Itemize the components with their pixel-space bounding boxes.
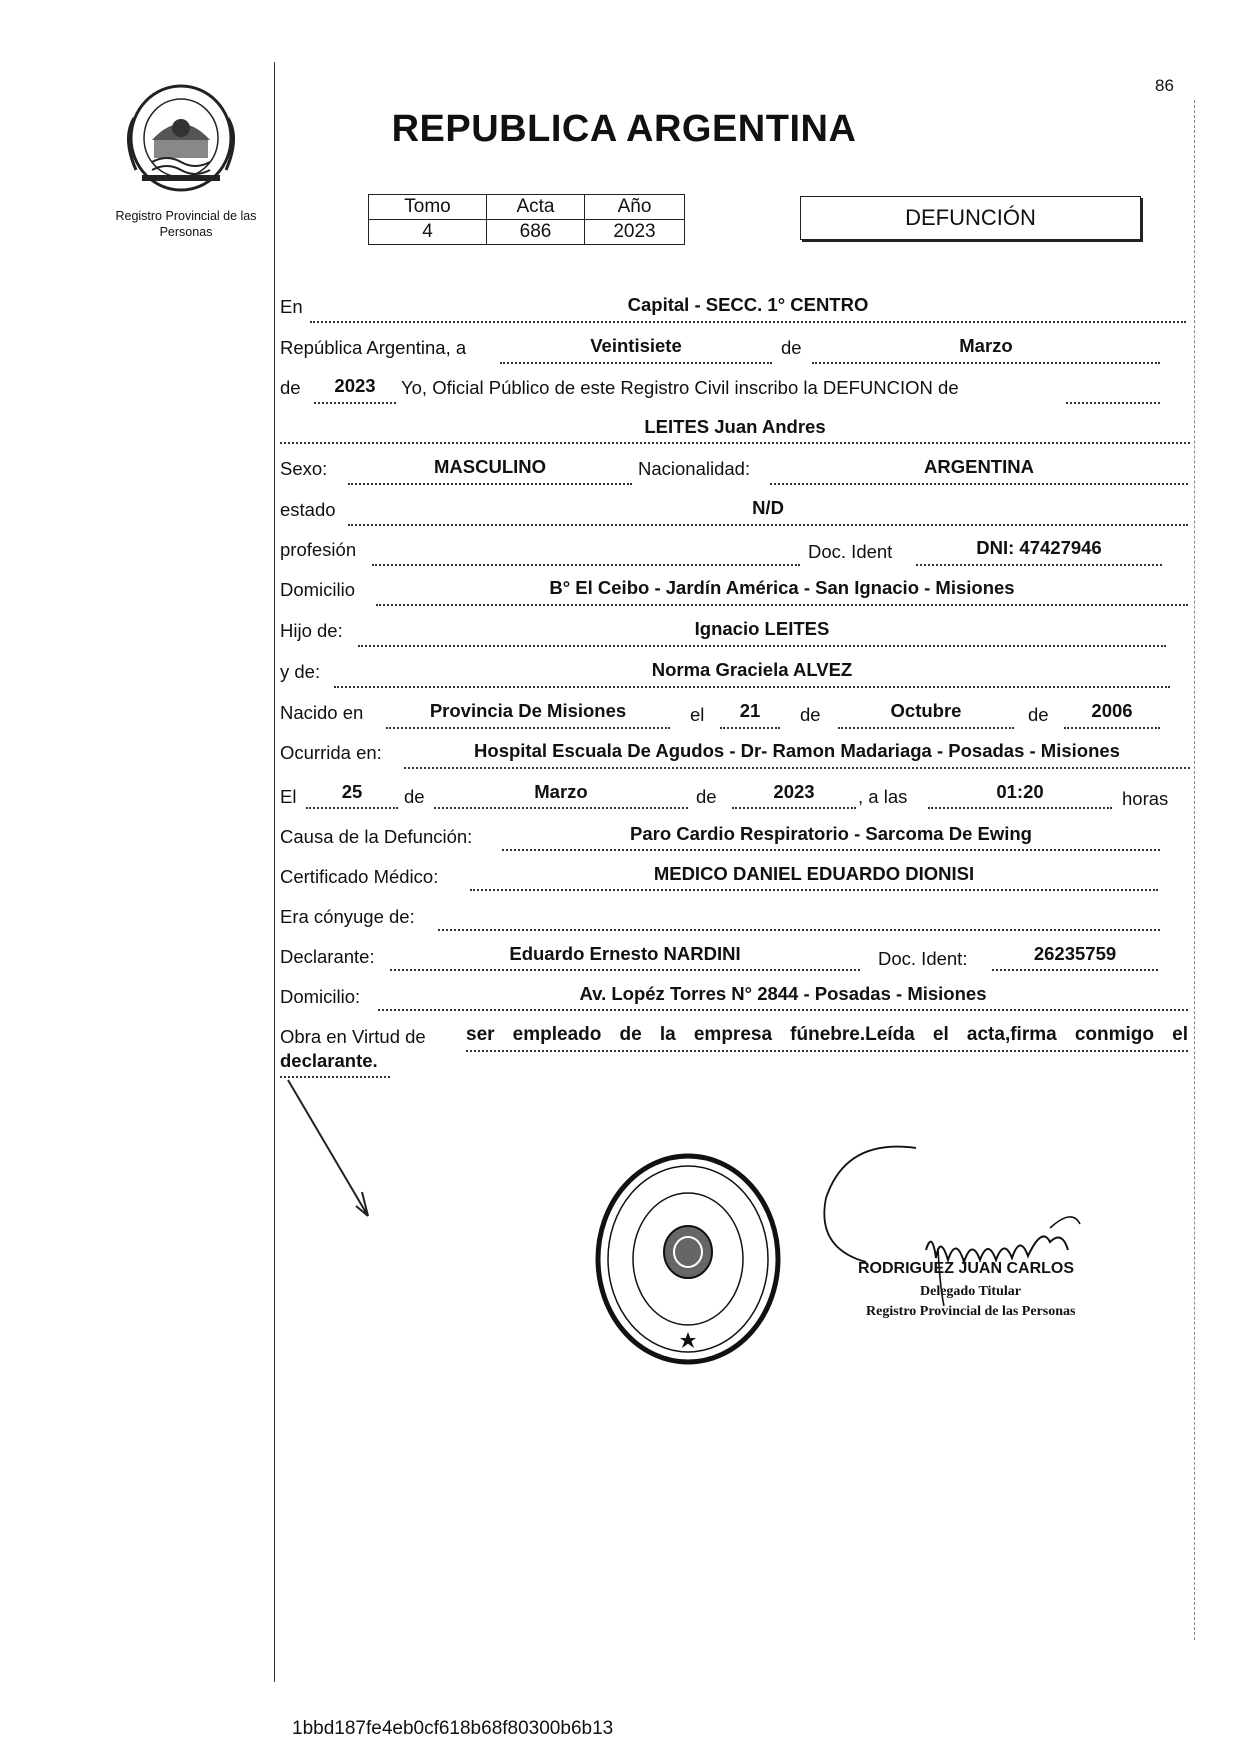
doc-ident-label: Doc. Ident bbox=[808, 541, 893, 562]
certificado-label: Certificado Médico: bbox=[280, 866, 439, 887]
right-margin-line bbox=[1194, 100, 1195, 1640]
en-label: En bbox=[280, 296, 303, 317]
birth-year: 2006 bbox=[1091, 700, 1133, 721]
decl-doc-dotline bbox=[992, 969, 1158, 971]
birth-day: 21 bbox=[739, 700, 761, 721]
sexo-value: MASCULINO bbox=[433, 456, 547, 477]
decl-domicilio-label: Domicilio: bbox=[280, 986, 361, 1007]
causa-dotline bbox=[502, 849, 1160, 851]
year-value: 2023 bbox=[334, 375, 376, 396]
death-el-label: El bbox=[280, 786, 297, 807]
oficial-dotline bbox=[1066, 402, 1160, 404]
yde-label: y de: bbox=[280, 661, 321, 682]
ocurrida-label: Ocurrida en: bbox=[280, 742, 382, 763]
domicilio-dotline bbox=[376, 604, 1188, 606]
month-value: Marzo bbox=[959, 335, 1013, 356]
ocurrida-value: Hospital Escuala De Agudos - Dr- Ramon Madariaga - Posadas - Misiones bbox=[474, 740, 1120, 761]
signatory-name: RODRIGUEZ JUAN CARLOS bbox=[858, 1260, 1075, 1277]
domicilio-label: Domicilio bbox=[280, 579, 356, 600]
republica-label: República Argentina, a bbox=[280, 337, 467, 358]
record-type-box: DEFUNCIÓN bbox=[800, 196, 1141, 240]
diagonal-pen-stroke bbox=[286, 1076, 382, 1226]
en-dotline bbox=[310, 321, 1186, 323]
day-dotline bbox=[500, 362, 772, 364]
nacionalidad-label: Nacionalidad: bbox=[638, 458, 751, 479]
record-table bbox=[368, 194, 685, 245]
de-label: de bbox=[781, 337, 802, 358]
conyuge-dotline bbox=[438, 929, 1160, 931]
yde-dotline bbox=[334, 686, 1170, 688]
certificado-value: MEDICO DANIEL EDUARDO DIONISI bbox=[653, 863, 975, 884]
nacido-dotline bbox=[386, 727, 670, 729]
acta-header: Acta bbox=[487, 195, 585, 220]
death-time-dotline bbox=[928, 807, 1112, 809]
declarante-dotline bbox=[390, 969, 860, 971]
nacionalidad-value: ARGENTINA bbox=[924, 456, 1034, 477]
causa-label: Causa de la Defunción: bbox=[280, 826, 473, 847]
causa-value: Paro Cardio Respiratorio - Sarcoma De Ewing bbox=[630, 823, 1032, 844]
death-month: Marzo bbox=[534, 781, 588, 802]
birth-day-dotline bbox=[720, 727, 780, 729]
de3-label: de bbox=[1028, 704, 1049, 725]
nacido-value: Provincia De Misiones bbox=[429, 700, 627, 721]
el-label: el bbox=[690, 704, 705, 725]
month-dotline bbox=[812, 362, 1160, 364]
official-seal bbox=[594, 1152, 782, 1366]
en-value: Capital - SECC. 1° CENTRO bbox=[627, 294, 869, 315]
left-margin-line bbox=[274, 62, 275, 1682]
obra-value-line1: ser empleado de la empresa fúnebre.Leída el acta,firma conmigo el bbox=[466, 1024, 1188, 1045]
anio-header: Año bbox=[585, 195, 685, 220]
document-hash: 1bbd187fe4eb0cf618b68f80300b6b13 bbox=[292, 1718, 614, 1739]
hijo-label: Hijo de: bbox=[280, 620, 343, 641]
tomo-header: Tomo bbox=[369, 195, 487, 220]
registry-name: Registro Provincial de las Personas bbox=[115, 209, 257, 239]
horas-label: horas bbox=[1122, 788, 1169, 809]
domicilio-value: B° El Ceibo - Jardín América - San Ignacio - Misiones bbox=[549, 577, 1015, 598]
hijo-value: Ignacio LEITES bbox=[694, 618, 830, 639]
sexo-label: Sexo: bbox=[280, 458, 328, 479]
estado-value: N/D bbox=[752, 497, 784, 518]
birth-month: Octubre bbox=[890, 700, 962, 721]
de2-label: de bbox=[800, 704, 821, 725]
decl-doc-value: 26235759 bbox=[1033, 943, 1117, 964]
obra-value-line2: declarante. bbox=[280, 1050, 378, 1071]
anio-value: 2023 bbox=[585, 220, 685, 245]
deceased-name: LEITES Juan Andres bbox=[644, 416, 826, 437]
oficial-text: Yo, Oficial Público de este Registro Civil inscribo la DEFUNCION de bbox=[401, 377, 959, 398]
death-time: 01:20 bbox=[996, 781, 1044, 802]
death-de2-label: de bbox=[696, 786, 717, 807]
year-dotline bbox=[314, 402, 396, 404]
country-title: REPUBLICA ARGENTINA bbox=[391, 108, 857, 150]
death-year: 2023 bbox=[773, 781, 815, 802]
profesion-label: profesión bbox=[280, 539, 357, 560]
page-number: 86 bbox=[1155, 76, 1174, 95]
alas-label: , a las bbox=[858, 786, 908, 807]
acta-value: 686 bbox=[487, 220, 585, 245]
decl-doc-label: Doc. Ident: bbox=[878, 948, 968, 969]
year-label: de bbox=[280, 377, 301, 398]
profesion-dotline bbox=[372, 564, 800, 566]
day-value: Veintisiete bbox=[590, 335, 682, 356]
nacionalidad-dotline bbox=[770, 483, 1188, 485]
death-year-dotline bbox=[732, 807, 856, 809]
birth-month-dotline bbox=[838, 727, 1014, 729]
tomo-value: 4 bbox=[369, 220, 487, 245]
doc-ident-value: DNI: 47427946 bbox=[976, 537, 1102, 558]
nacido-label: Nacido en bbox=[280, 702, 364, 723]
declarante-value: Eduardo Ernesto NARDINI bbox=[509, 943, 741, 964]
deceased-dotline bbox=[280, 442, 1190, 444]
death-day: 25 bbox=[341, 781, 363, 802]
estado-label: estado bbox=[280, 499, 336, 520]
conyuge-label: Era cónyuge de: bbox=[280, 906, 415, 927]
death-de-label: de bbox=[404, 786, 425, 807]
certificado-dotline bbox=[470, 889, 1158, 891]
sexo-dotline bbox=[348, 483, 632, 485]
doc-ident-dotline bbox=[916, 564, 1162, 566]
obra-label: Obra en Virtud de bbox=[280, 1026, 426, 1047]
decl-domicilio-value: Av. Lopéz Torres N° 2844 - Posadas - Misiones bbox=[579, 983, 987, 1004]
signatory-title: Delegado Titular bbox=[920, 1284, 1021, 1299]
declarante-label: Declarante: bbox=[280, 946, 375, 967]
yde-value: Norma Graciela ALVEZ bbox=[651, 659, 853, 680]
ocurrida-dotline bbox=[404, 767, 1190, 769]
signatory-office: Registro Provincial de las Personas bbox=[866, 1304, 1076, 1319]
hijo-dotline bbox=[358, 645, 1166, 647]
obra-dotline bbox=[466, 1050, 1188, 1052]
birth-year-dotline bbox=[1064, 727, 1160, 729]
decl-domicilio-dotline bbox=[378, 1009, 1188, 1011]
death-day-dotline bbox=[306, 807, 398, 809]
death-month-dotline bbox=[434, 807, 688, 809]
estado-dotline bbox=[348, 524, 1188, 526]
